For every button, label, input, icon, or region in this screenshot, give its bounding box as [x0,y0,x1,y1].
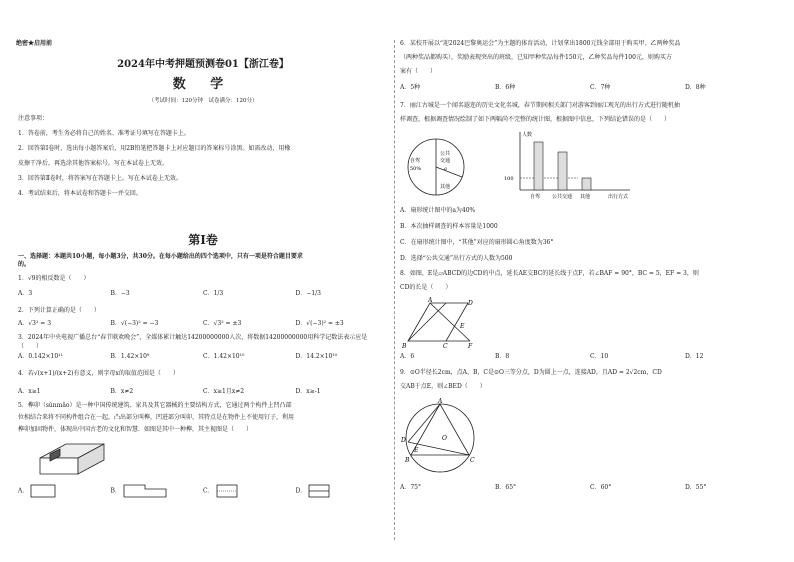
bar [582,178,591,190]
option-c[interactable] [203,484,296,498]
question-4-options [18,388,388,397]
option-a[interactable]: A．5种 [400,84,421,91]
question-5-line: 位相结合来将不同构件组合在一起，凸出部分叫榫，凹进部分叫卯，其特点是在物件上不使用钉子，利用 [18,414,295,421]
point-label: D [401,437,406,444]
question-7-line: 样调查，根据调查情况绘制了如下两幅尚不完整的统计图，根据图中信息，下列结论错误的是（ ） [400,116,671,123]
pie-label: 50% [410,166,422,172]
option-a[interactable]: A．3 [18,290,33,297]
option-a[interactable]: A．0.142×10¹¹ [18,353,63,360]
option-d[interactable]: D．8种 [685,84,706,91]
option-d[interactable]: D．x≥-1 [295,388,321,395]
pie-label: 公共 [440,151,451,157]
bar [558,152,567,190]
option-b-shape [123,484,167,498]
bar-chart-figure [500,128,660,200]
question-1-options [18,290,388,299]
question-8-line: CD的长是（ ） [400,284,452,291]
bar-category: 自驾 [530,194,541,200]
circle-figure [400,396,480,480]
option-b[interactable]: B．1.42×10⁹ [110,353,150,360]
note-item: 皮擦干净后，再选涂其他答案标号。写在本试卷上无效。 [18,160,169,167]
point-label: O [442,435,447,442]
pie-label: 自驾 [410,158,421,164]
option-c-shape [216,484,238,498]
question-7-choice[interactable]: B．本次抽样调查的样本容量是1000 [400,223,498,230]
option-c[interactable]: C．7种 [590,84,611,91]
point-label: A [438,398,443,405]
notes-heading: 注意事项： [18,115,49,122]
option-c-label: C． [203,487,214,495]
point-label: B [402,343,407,349]
point-label: E [460,323,465,330]
point-label: E [414,447,419,454]
option-d[interactable]: D．12 [685,353,704,360]
question-2-options [18,320,388,329]
option-b[interactable]: B．√(−3)² = −3 [110,320,159,327]
option-d[interactable]: D．−1/3 [295,290,321,297]
option-b[interactable] [111,484,204,498]
option-d-shape [308,484,330,498]
option-d[interactable] [296,484,389,498]
bar-category: 其他 [580,194,591,200]
question-9-line: 9．⊙O半径长2cm，点A、B、C是⊙O三等分点，D为圆上一点，连接AD，且AD = 2√2cm，CD [400,369,662,376]
pie-label: 其他 [440,184,451,190]
bar [534,142,543,190]
option-c[interactable]: C．60° [590,484,612,491]
option-d[interactable]: D．14.2×10¹⁰ [295,353,338,360]
point-label: C [443,343,448,349]
option-a[interactable]: A．x≥1 [18,388,41,395]
exam-title: 2024年中考押题预测卷01【浙江卷】 [117,59,289,70]
question-6-line: 6．某校开展以“迎2024巴黎奥运会”为主题的体育活动，计划拿出1800元钱全部用于购买甲、乙两种奖品 [400,40,681,47]
question-9-line: 交AB于点E，则∠BED（ ） [400,383,486,390]
option-b[interactable]: B．65° [495,484,517,491]
question-7-choice[interactable]: A．扇形统计图中的a为40% [400,207,476,214]
note-item: 4．考试结束后，将本试卷和答题卡一并交回。 [18,190,142,197]
point-label: F [468,343,473,349]
question-8-line: 8．如图，E是▱ABCD的边CD的中点，延长AE交BC的延长线于点F，若∠BAF = 90°，BC = 5，EF = 3，则 [400,270,699,277]
option-a[interactable] [18,484,111,498]
question-3-options [18,353,388,362]
question-1-stem: 1．√9的相反数是（ ） [18,275,90,282]
question-6-options [400,84,780,93]
question-7-line: 7．丽江古城是一个闻名遐迩的历史文化名城，春节期间相关部门对游客到丽江观光的出行方式进行随机抽 [400,102,680,109]
question-4-stem: 4．若√(x+1)/(x+2)有意义，则字母x的取值范围是（ ） [18,370,179,377]
bar-category: 公共交通 [552,194,573,200]
option-c[interactable]: C．√3² = ±3 [203,320,242,327]
question-5-line: 榫卯加固物件，体现出中国古老的文化和智慧．如图是其中一种榫，其主视图是（ ） [18,426,253,433]
option-c[interactable]: C．10 [590,353,609,360]
parallelogram-figure [400,297,490,349]
note-item: 2．回答第Ⅰ卷时，选出每小题答案后，用2B铅笔把答题卡上对应题目的答案标号涂黑。如需改动，用橡 [18,145,291,152]
option-d[interactable]: D．55° [685,484,707,491]
point-label: B [405,457,410,464]
option-b[interactable]: B．−3 [110,290,130,297]
option-d[interactable]: D．√(−3)² = ±3 [295,320,344,327]
bar-ylabel: 人数 [522,132,533,138]
note-item: 1．答卷前，考生务必将自己的姓名、准考证号填写在答题卡上。 [18,130,190,137]
option-a[interactable]: A．√3² = 3 [18,320,52,327]
point-label: C [470,457,475,464]
bar-xlabel: 出行方式 [608,194,629,200]
option-b-label: B． [110,487,121,495]
option-d-label: D． [295,487,307,495]
question-6-line: 案有（ ） [400,68,437,75]
point-label: D [468,300,473,307]
option-a[interactable]: A．6 [400,353,415,360]
option-b[interactable]: B．8 [495,353,510,360]
point-label: A [428,297,433,304]
option-c[interactable]: C．1.42×10¹⁰ [203,353,245,360]
section-intro: 的。 [18,261,31,268]
question-2-stem: 2．下列计算正确的是（ ） [18,307,100,314]
subject-title: 数 学 [172,77,234,92]
question-6-line: （两种奖品都购买），奖励表现突出的班级，已知甲种奖品每件150元，乙种奖品每件100元，则购买方 [400,54,672,61]
pie-chart-figure [400,130,480,200]
question-7-choice[interactable]: C．在扇形统计图中，“其他”对应的扇形圆心角度数为36° [400,239,554,246]
option-c[interactable]: C．x≥1且x≠2 [203,388,245,395]
time-info: （考试时间：120分钟 试卷满分：120分） [148,98,258,104]
question-5-options [18,484,388,498]
tenon-figure [38,440,108,480]
question-8-options [400,353,780,362]
option-c[interactable]: C．1/3 [203,290,224,297]
bar-tick: 100 [504,176,514,182]
section-intro: 一、选择题：本题共10小题，每小题3分，共30分。在每小题给出的四个选项中，只有一项是符合题目要求 [18,253,303,260]
option-b[interactable]: B．6种 [495,84,516,91]
question-3-stem: 3．2024年中央电视广播总台“春节联欢晚会”，全媒体累计触达14200000000人次，将数据14200000000用科学记数法表示应是（ ） [18,334,368,350]
note-item: 3．回答第Ⅱ卷时，将答案写在答题卡上。写在本试卷上无效。 [18,175,182,182]
option-a-shape [30,484,56,498]
pie-label: a [444,166,447,172]
question-5-line: 5．榫卯（sǔnmǎo）是一种中国传统建筑、家具及其它器械的主要结构方式，它通过两个构件上凹凸部 [18,402,292,409]
question-7-choice[interactable]: D．选择“公共交通”出行方式的人数为500 [400,255,513,262]
pie-label: 交通 [440,158,451,164]
option-a[interactable]: A．75° [400,484,421,491]
option-b[interactable]: B．x≠2 [110,388,134,395]
option-a-label: A． [18,487,29,495]
column-divider [394,40,395,540]
secret-label: 绝密★启用前 [16,40,53,47]
question-9-options [400,484,780,493]
part-title: 第Ⅰ卷 [188,233,218,247]
